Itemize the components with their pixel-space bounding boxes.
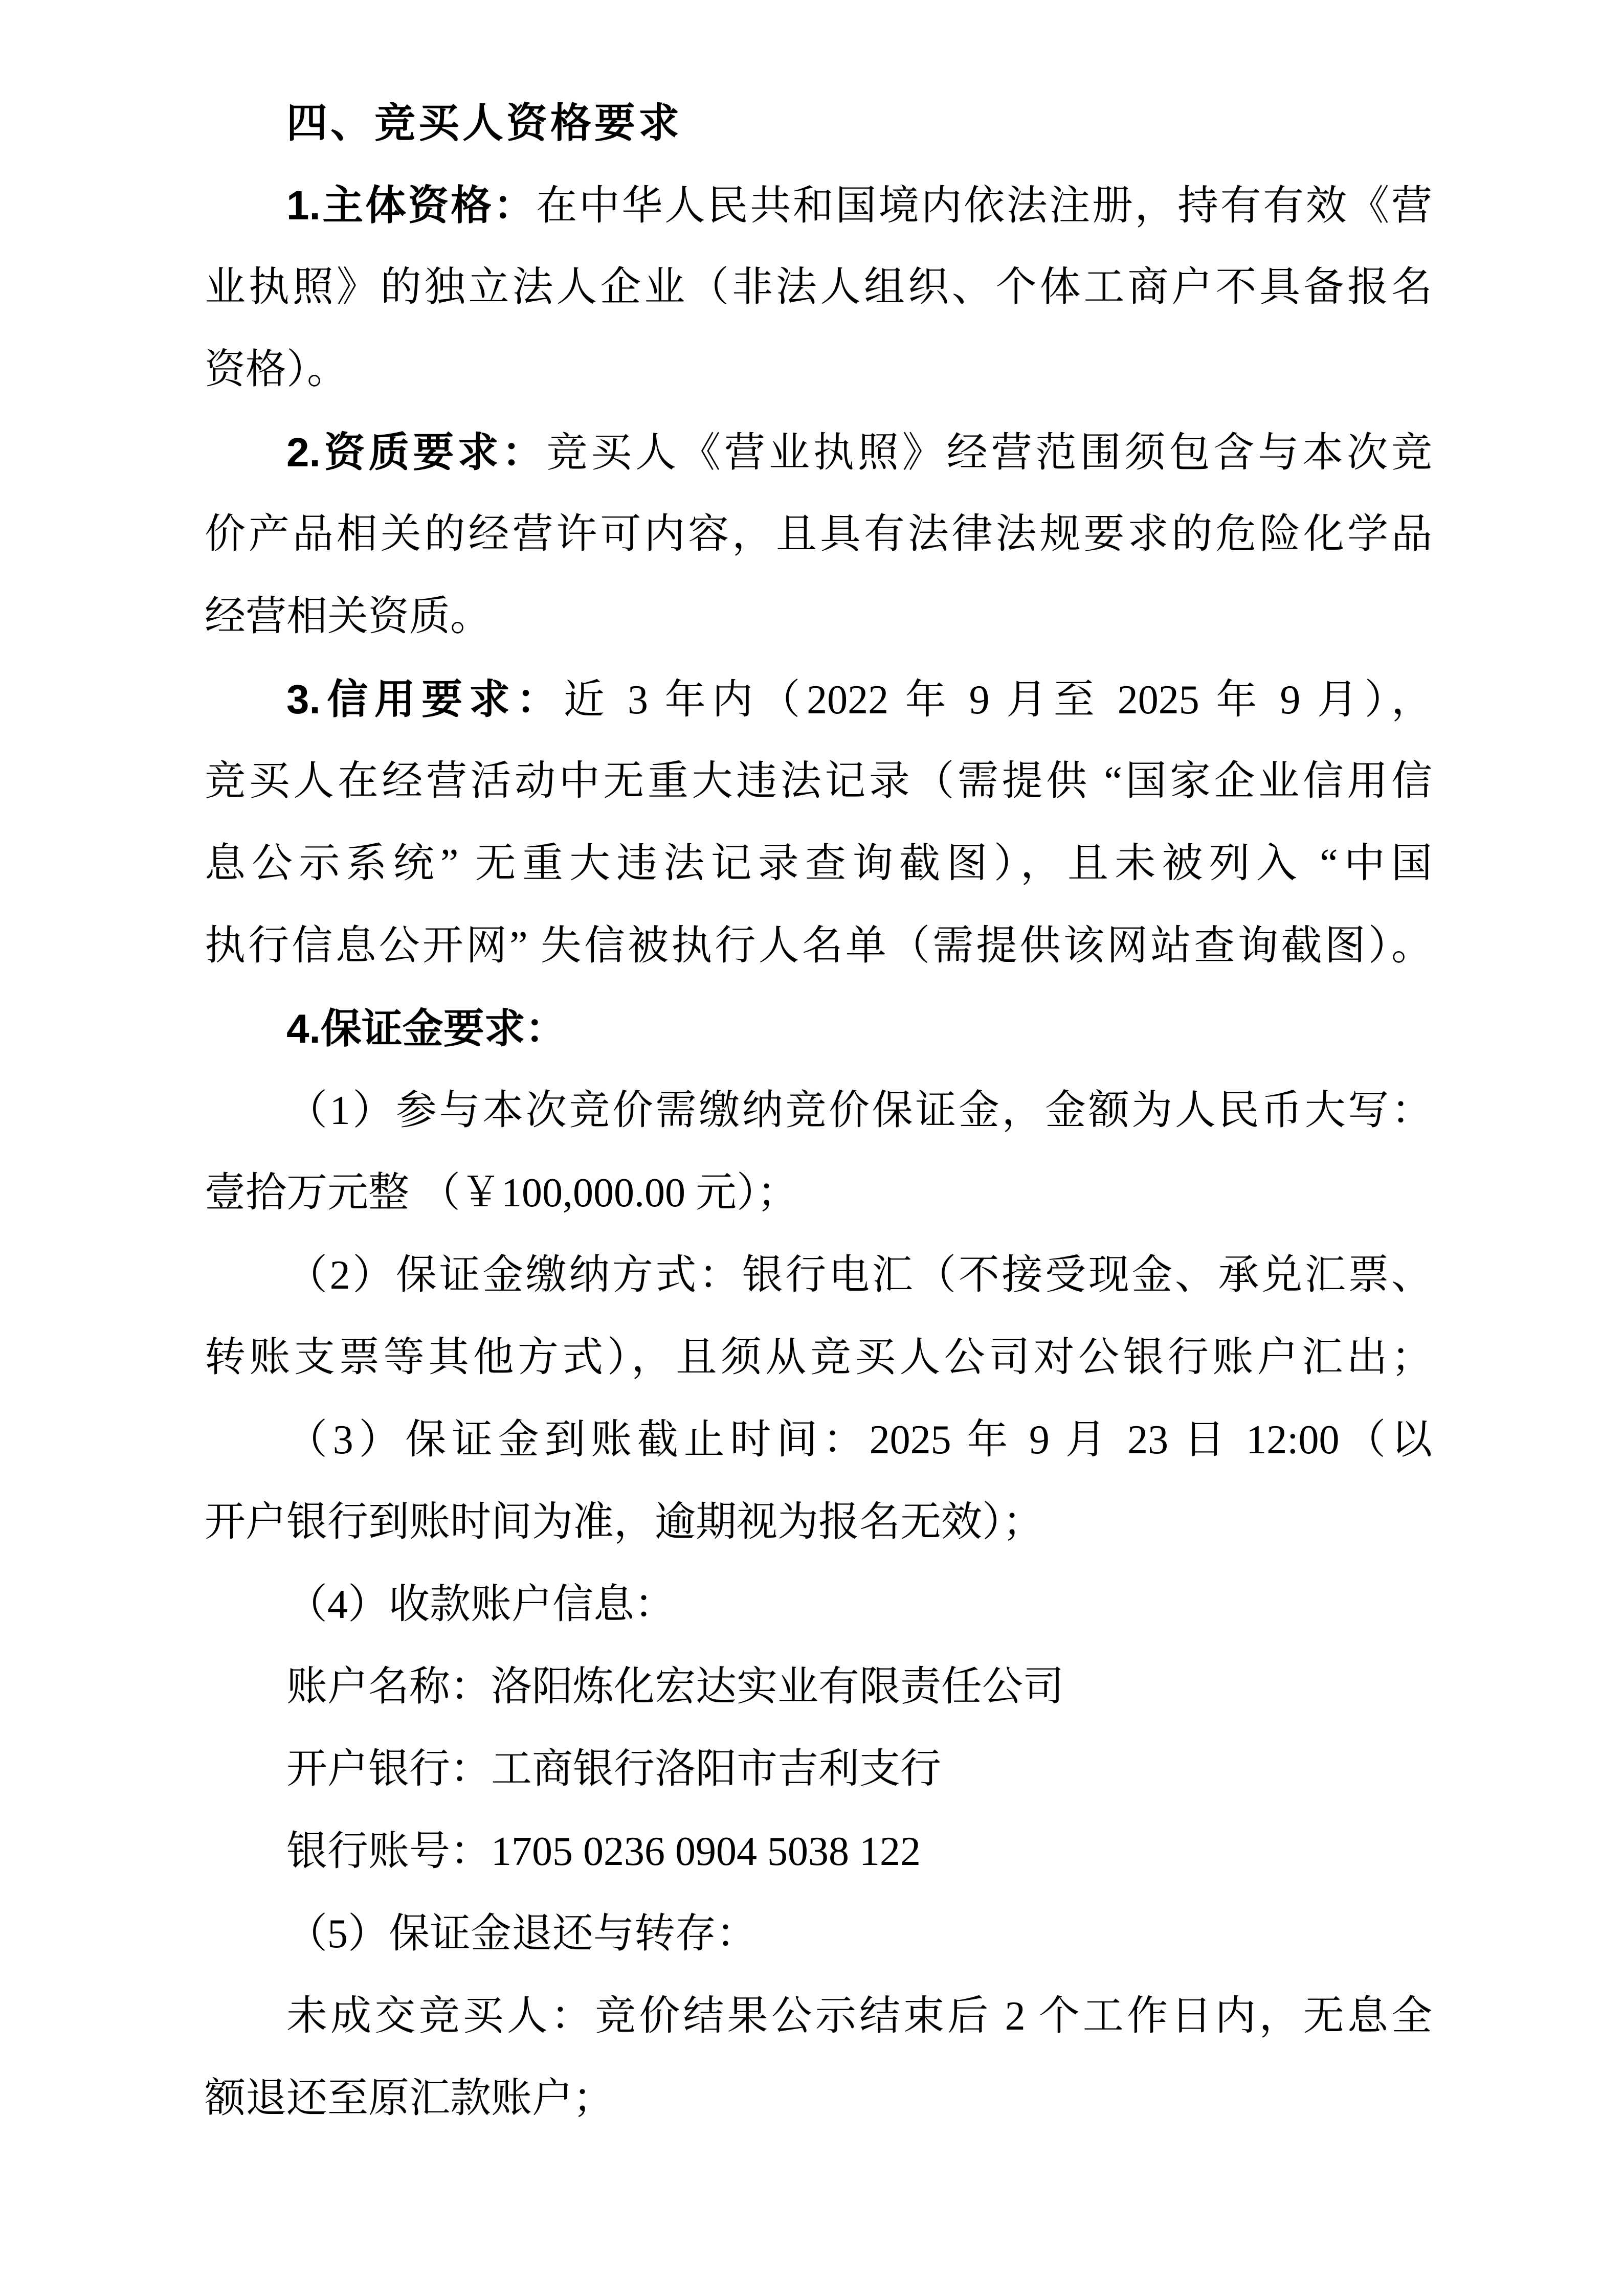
text-line — [205, 1646, 1432, 1728]
deposit-amount-text: 壹拾万元整 （￥100,000.00 元）； — [205, 1170, 798, 1215]
text-line — [205, 905, 1432, 987]
account-bank: 开户银行：工商银行洛阳市吉利支行 — [286, 1747, 941, 1792]
document-body — [205, 82, 1432, 2140]
text-line — [205, 1811, 1432, 1893]
text-line — [205, 411, 1432, 493]
text-line — [205, 1070, 1432, 1152]
account-name: 账户名称：洛阳炼化宏达实业有限责任公司 — [286, 1664, 1064, 1709]
text-line — [205, 164, 1432, 246]
item-1-text: 业执照》的独立法人企业（非法人组织、个体工商户不具备报名 — [205, 265, 1432, 310]
text-line — [205, 1317, 1432, 1399]
item-3-text: 息公示系统” 无重大违法记录查询截图），且未被列入 “中国 — [205, 841, 1432, 886]
text-line — [205, 658, 1432, 740]
text-line — [205, 1728, 1432, 1811]
account-info-title: （4）收款账户信息： — [286, 1582, 675, 1627]
item-2-text: 经营相关资质。 — [205, 594, 491, 639]
text-line — [205, 740, 1432, 823]
item-2-text: 竞买人《营业执照》经营范围须包含与本次竞 — [546, 431, 1433, 476]
payment-method-text: 转账支票等其他方式），且须从竞买人公司对公银行账户汇出； — [205, 1335, 1432, 1380]
text-line — [205, 1893, 1432, 1975]
text-line — [205, 576, 1432, 658]
text-line — [205, 493, 1432, 576]
item-3-text: 近 3 年内（2022 年 9 月至 2025 年 9 月）， — [563, 678, 1432, 723]
text-line — [205, 987, 1432, 1070]
text-line — [205, 2058, 1432, 2140]
refund-text: 额退还至原汇款账户； — [205, 2076, 614, 2121]
text-line — [205, 82, 1432, 164]
item-3-label: 3.信用要求： — [286, 677, 564, 722]
deposit-amount-text: （1）参与本次竞价需缴纳竞价保证金，金额为人民币大写： — [286, 1088, 1432, 1133]
text-line — [205, 823, 1432, 905]
text-line — [205, 1234, 1432, 1317]
item-1-label: 1.主体资格： — [286, 183, 537, 228]
item-2-text: 价产品相关的经营许可内容，且具有法律法规要求的危险化学品 — [205, 512, 1432, 557]
text-line — [205, 1481, 1432, 1564]
item-3-text: 竞买人在经营活动中无重大违法记录（需提供 “国家企业信用信 — [205, 759, 1432, 804]
item-1-text: 在中华人民共和国境内依法注册，持有有效《营 — [536, 184, 1433, 229]
item-2-label: 2.资质要求： — [286, 430, 547, 475]
text-line — [205, 1564, 1432, 1646]
deadline-text: （3）保证金到账截止时间：2025 年 9 月 23 日 12:00（以 — [286, 1417, 1432, 1462]
text-line — [205, 1152, 1432, 1234]
payment-method-text: （2）保证金缴纳方式：银行电汇（不接受现金、承兑汇票、 — [286, 1253, 1432, 1298]
account-number: 银行账号：1705 0236 0904 5038 122 — [286, 1829, 921, 1874]
refund-title: （5）保证金退还与转存： — [286, 1911, 757, 1956]
text-line — [205, 329, 1432, 411]
text-line — [205, 246, 1432, 329]
deadline-text: 开户银行到账时间为准，逾期视为报名无效）； — [205, 1500, 1043, 1545]
text-line — [205, 1399, 1432, 1481]
text-line — [205, 1975, 1432, 2058]
section-heading: 四、竞买人资格要求 — [286, 100, 682, 146]
item-1-text: 资格）。 — [205, 347, 348, 392]
item-3-text: 执行信息公开网” 失信被执行人名单（需提供该网站查询截图）。 — [205, 924, 1432, 969]
item-4-label: 4.保证金要求： — [286, 1006, 566, 1051]
refund-text: 未成交竞买人：竞价结果公示结束后 2 个工作日内，无息全 — [286, 1994, 1432, 2039]
